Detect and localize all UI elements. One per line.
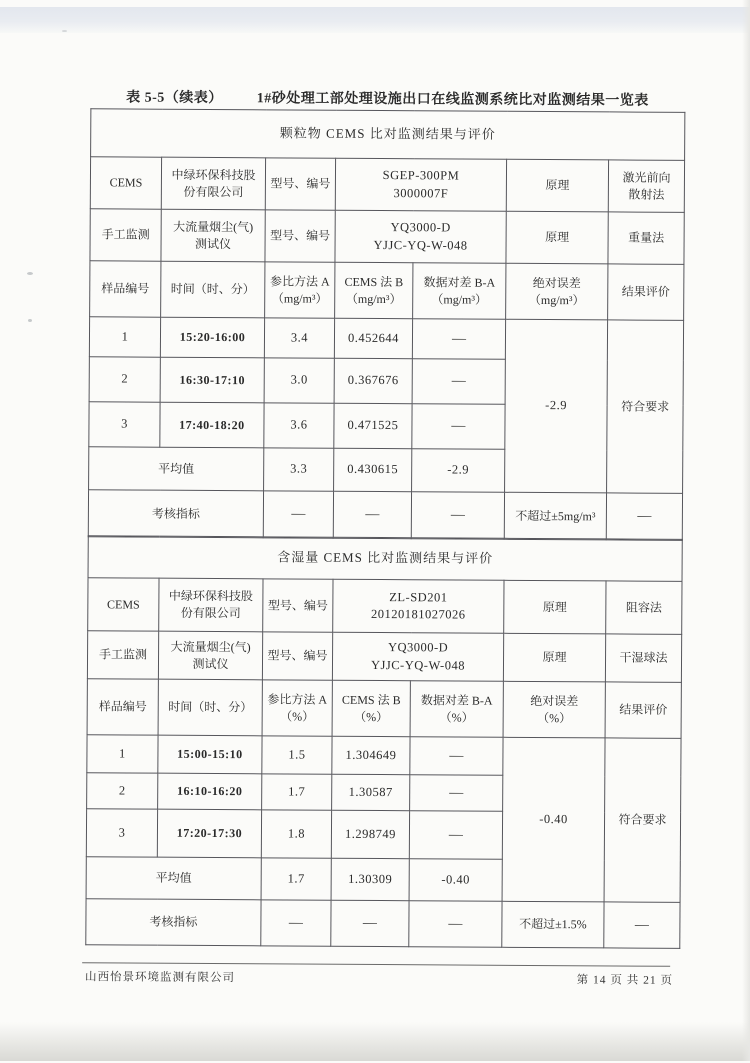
model-line: YJJC-YQ-W-048 — [373, 237, 468, 253]
principle-line: 激光前向 — [622, 170, 671, 185]
average-cems-cell: 0.430615 — [334, 448, 412, 491]
header-ref-a — [265, 262, 335, 318]
data-row — [89, 317, 683, 361]
footer-page-number: 第 14 页 共 21 页 — [576, 974, 674, 987]
time-cell: 15:20-16:00 — [160, 317, 264, 358]
model-line: 20120181027026 — [371, 606, 466, 622]
ref-value-cell: 1.5 — [262, 736, 332, 774]
footer-rule — [82, 962, 670, 967]
header-unit: （%） — [537, 710, 572, 725]
sample-no-cell: 1 — [87, 735, 158, 773]
average-diff-cell: -2.9 — [412, 449, 505, 493]
instrument-type-cell: 手工监测 — [87, 631, 158, 679]
model-value-cell — [333, 579, 504, 633]
particulate-cems-table — [88, 108, 686, 541]
sample-no-cell: 3 — [86, 809, 157, 857]
model-label-cell: 型号、编号 — [262, 632, 332, 680]
principle-value-cell: 阻容法 — [606, 581, 682, 634]
principle-label-cell: 原理 — [504, 580, 606, 634]
model-value-cell — [335, 210, 506, 263]
column-header-row — [90, 261, 684, 321]
vendor-cell — [159, 578, 263, 632]
cems-value-cell: 1.304649 — [332, 736, 410, 774]
cems-value-cell: 0.452644 — [334, 318, 412, 358]
principle-value-cell: 干湿球法 — [605, 634, 681, 682]
header-line: 参比方法 A — [267, 692, 328, 707]
header-cems-b — [332, 680, 410, 736]
result-merged-cell: 符合要求 — [607, 320, 684, 493]
diff-cell: — — [410, 775, 503, 812]
vendor-line: 测试仪 — [192, 656, 229, 671]
manual-instrument-row — [90, 209, 684, 265]
model-value-cell — [335, 158, 506, 211]
header-line: CEMS 法 B — [344, 274, 404, 289]
manual-instrument-row — [87, 631, 681, 683]
cems-value-cell: 1.298749 — [331, 810, 409, 858]
average-cems-cell: 1.30309 — [331, 858, 409, 900]
ref-value-cell: 1.8 — [261, 810, 331, 858]
cems-value-cell: 1.30587 — [332, 774, 410, 810]
header-unit: （mg/m³） — [528, 292, 585, 307]
model-line: ZL-SD201 — [389, 589, 448, 604]
principle-value-cell: 重量法 — [608, 212, 684, 264]
instrument-type-cell: 手工监测 — [90, 209, 161, 261]
time-cell: 16:30-17:10 — [160, 357, 264, 403]
instrument-type-cell: CEMS — [90, 157, 161, 209]
header-diff-ba — [413, 263, 506, 320]
page-footer — [85, 968, 673, 988]
vendor-line: 份有限公司 — [183, 184, 244, 199]
average-label-cell: 平均值 — [89, 447, 264, 491]
header-sample-no: 样品编号 — [87, 679, 158, 735]
cems-value-cell: 0.471525 — [334, 403, 412, 448]
ref-value-cell: 3.6 — [264, 403, 334, 448]
vendor-cell — [161, 209, 265, 262]
header-abs-err — [506, 263, 608, 320]
header-unit: （%） — [354, 709, 389, 724]
header-result: 结果评价 — [605, 682, 681, 738]
header-time: 时间（时、分） — [158, 679, 262, 736]
header-unit: （mg/m³） — [431, 291, 488, 307]
sample-no-cell: 1 — [89, 317, 160, 357]
vendor-line: 中绿环保科技股 — [168, 588, 253, 604]
model-line: SGEP-300PM — [382, 168, 460, 183]
model-label-cell: 型号、编号 — [265, 158, 335, 210]
assessment-limit-cell: 不超过±1.5% — [502, 901, 604, 948]
sample-no-cell: 2 — [89, 357, 160, 402]
vendor-line: 大流量烟尘(气) — [173, 219, 254, 234]
cems-instrument-row — [90, 157, 684, 213]
vendor-cell — [158, 631, 262, 680]
principle-label-cell: 原理 — [503, 633, 605, 682]
header-line: 绝对误差 — [530, 693, 579, 708]
assessment-row — [86, 899, 680, 949]
result-merged-cell: 符合要求 — [604, 738, 681, 902]
assessment-limit-cell: 不超过±5mg/m³ — [504, 492, 606, 540]
model-label-cell: 型号、编号 — [263, 579, 333, 632]
instrument-type-cell: CEMS — [88, 578, 159, 631]
cems-instrument-row — [88, 578, 682, 635]
time-cell: 17:20-17:30 — [157, 809, 261, 858]
section-title-row — [88, 536, 682, 582]
data-row — [87, 735, 681, 777]
model-value-cell — [332, 632, 503, 681]
column-header-row — [87, 679, 681, 739]
table-title-text: 1#砂处理工部处理设施出口在线监测系统比对监测结果一览表 — [256, 91, 649, 109]
time-cell: 16:10-16:20 — [158, 773, 262, 810]
vendor-line: 测试仪 — [195, 236, 232, 251]
header-diff-ba — [410, 681, 503, 738]
average-label-cell: 平均值 — [86, 857, 261, 900]
ref-value-cell: 3.4 — [264, 318, 334, 358]
sample-no-cell: 2 — [87, 773, 158, 809]
header-unit: （mg/m³） — [345, 291, 402, 306]
header-ref-a — [262, 680, 332, 736]
assessment-label-cell: 考核指标 — [88, 490, 263, 538]
header-line: CEMS 法 B — [341, 692, 401, 707]
average-ref-cell: 3.3 — [264, 448, 334, 491]
abs-error-merged-cell: -0.40 — [502, 737, 605, 902]
model-line: YQ3000-D — [387, 640, 449, 655]
assessment-diff-cell: — — [409, 901, 502, 948]
diff-cell: — — [412, 404, 505, 450]
section-title-row — [91, 109, 685, 161]
diff-cell: — — [412, 319, 505, 360]
diff-cell: — — [412, 359, 505, 405]
assessment-row — [88, 490, 682, 541]
header-sample-no: 样品编号 — [90, 261, 161, 317]
humidity-cems-table — [85, 535, 683, 949]
assessment-ref-cell: — — [263, 491, 333, 538]
header-unit: （%） — [439, 709, 474, 725]
header-line: 绝对误差 — [532, 275, 581, 290]
average-ref-cell: 1.7 — [261, 858, 331, 900]
model-line: 3000007F — [393, 185, 449, 200]
header-line: 数据对差 B-A — [423, 274, 496, 290]
assessment-label-cell: 考核指标 — [86, 899, 261, 946]
model-line: YQ3000-D — [390, 220, 451, 235]
sample-no-cell: 3 — [89, 402, 160, 447]
section-title: 含湿量 CEMS 比对监测结果与评价 — [88, 536, 682, 582]
vendor-cell — [161, 157, 265, 210]
header-abs-err — [503, 681, 605, 738]
cems-value-cell: 0.367676 — [334, 358, 412, 403]
page-title — [90, 86, 684, 110]
principle-label-cell: 原理 — [506, 159, 608, 212]
footer-company: 山西怡景环境监测有限公司 — [85, 971, 236, 985]
assessment-cems-cell: — — [333, 491, 411, 538]
assessment-result-cell: — — [606, 493, 682, 540]
ref-value-cell: 1.7 — [262, 774, 332, 810]
vendor-line: 中绿环保科技股 — [171, 167, 256, 182]
table-number-label: 表 5-5（续表） — [126, 90, 223, 107]
model-line: YJJC-YQ-W-048 — [370, 657, 466, 673]
header-time: 时间（时、分） — [161, 261, 265, 318]
header-cems-b — [335, 262, 413, 318]
assessment-ref-cell: — — [261, 900, 331, 946]
ref-value-cell: 3.0 — [264, 358, 334, 403]
model-label-cell: 型号、编号 — [265, 210, 335, 262]
header-line: 参比方法 A — [269, 274, 330, 289]
principle-value-cell — [608, 160, 684, 212]
principle-label-cell: 原理 — [506, 211, 608, 264]
abs-error-merged-cell: -2.9 — [505, 319, 608, 493]
section-title: 颗粒物 CEMS 比对监测结果与评价 — [91, 109, 685, 161]
assessment-cems-cell: — — [331, 900, 409, 946]
diff-cell: — — [409, 811, 502, 860]
time-cell: 17:40-18:20 — [160, 402, 264, 448]
diff-cell: — — [410, 737, 503, 776]
header-result: 结果评价 — [608, 264, 684, 320]
header-unit: （%） — [280, 708, 315, 724]
vendor-line: 大流量烟尘(气) — [170, 639, 251, 654]
header-line: 数据对差 B-A — [420, 692, 493, 708]
principle-line: 散射法 — [628, 187, 665, 202]
time-cell: 15:00-15:10 — [158, 735, 262, 774]
assessment-diff-cell: — — [411, 492, 504, 540]
header-unit: （mg/m³） — [271, 290, 328, 306]
average-diff-cell: -0.40 — [409, 859, 502, 902]
assessment-result-cell: — — [604, 902, 680, 948]
vendor-line: 份有限公司 — [180, 605, 241, 621]
